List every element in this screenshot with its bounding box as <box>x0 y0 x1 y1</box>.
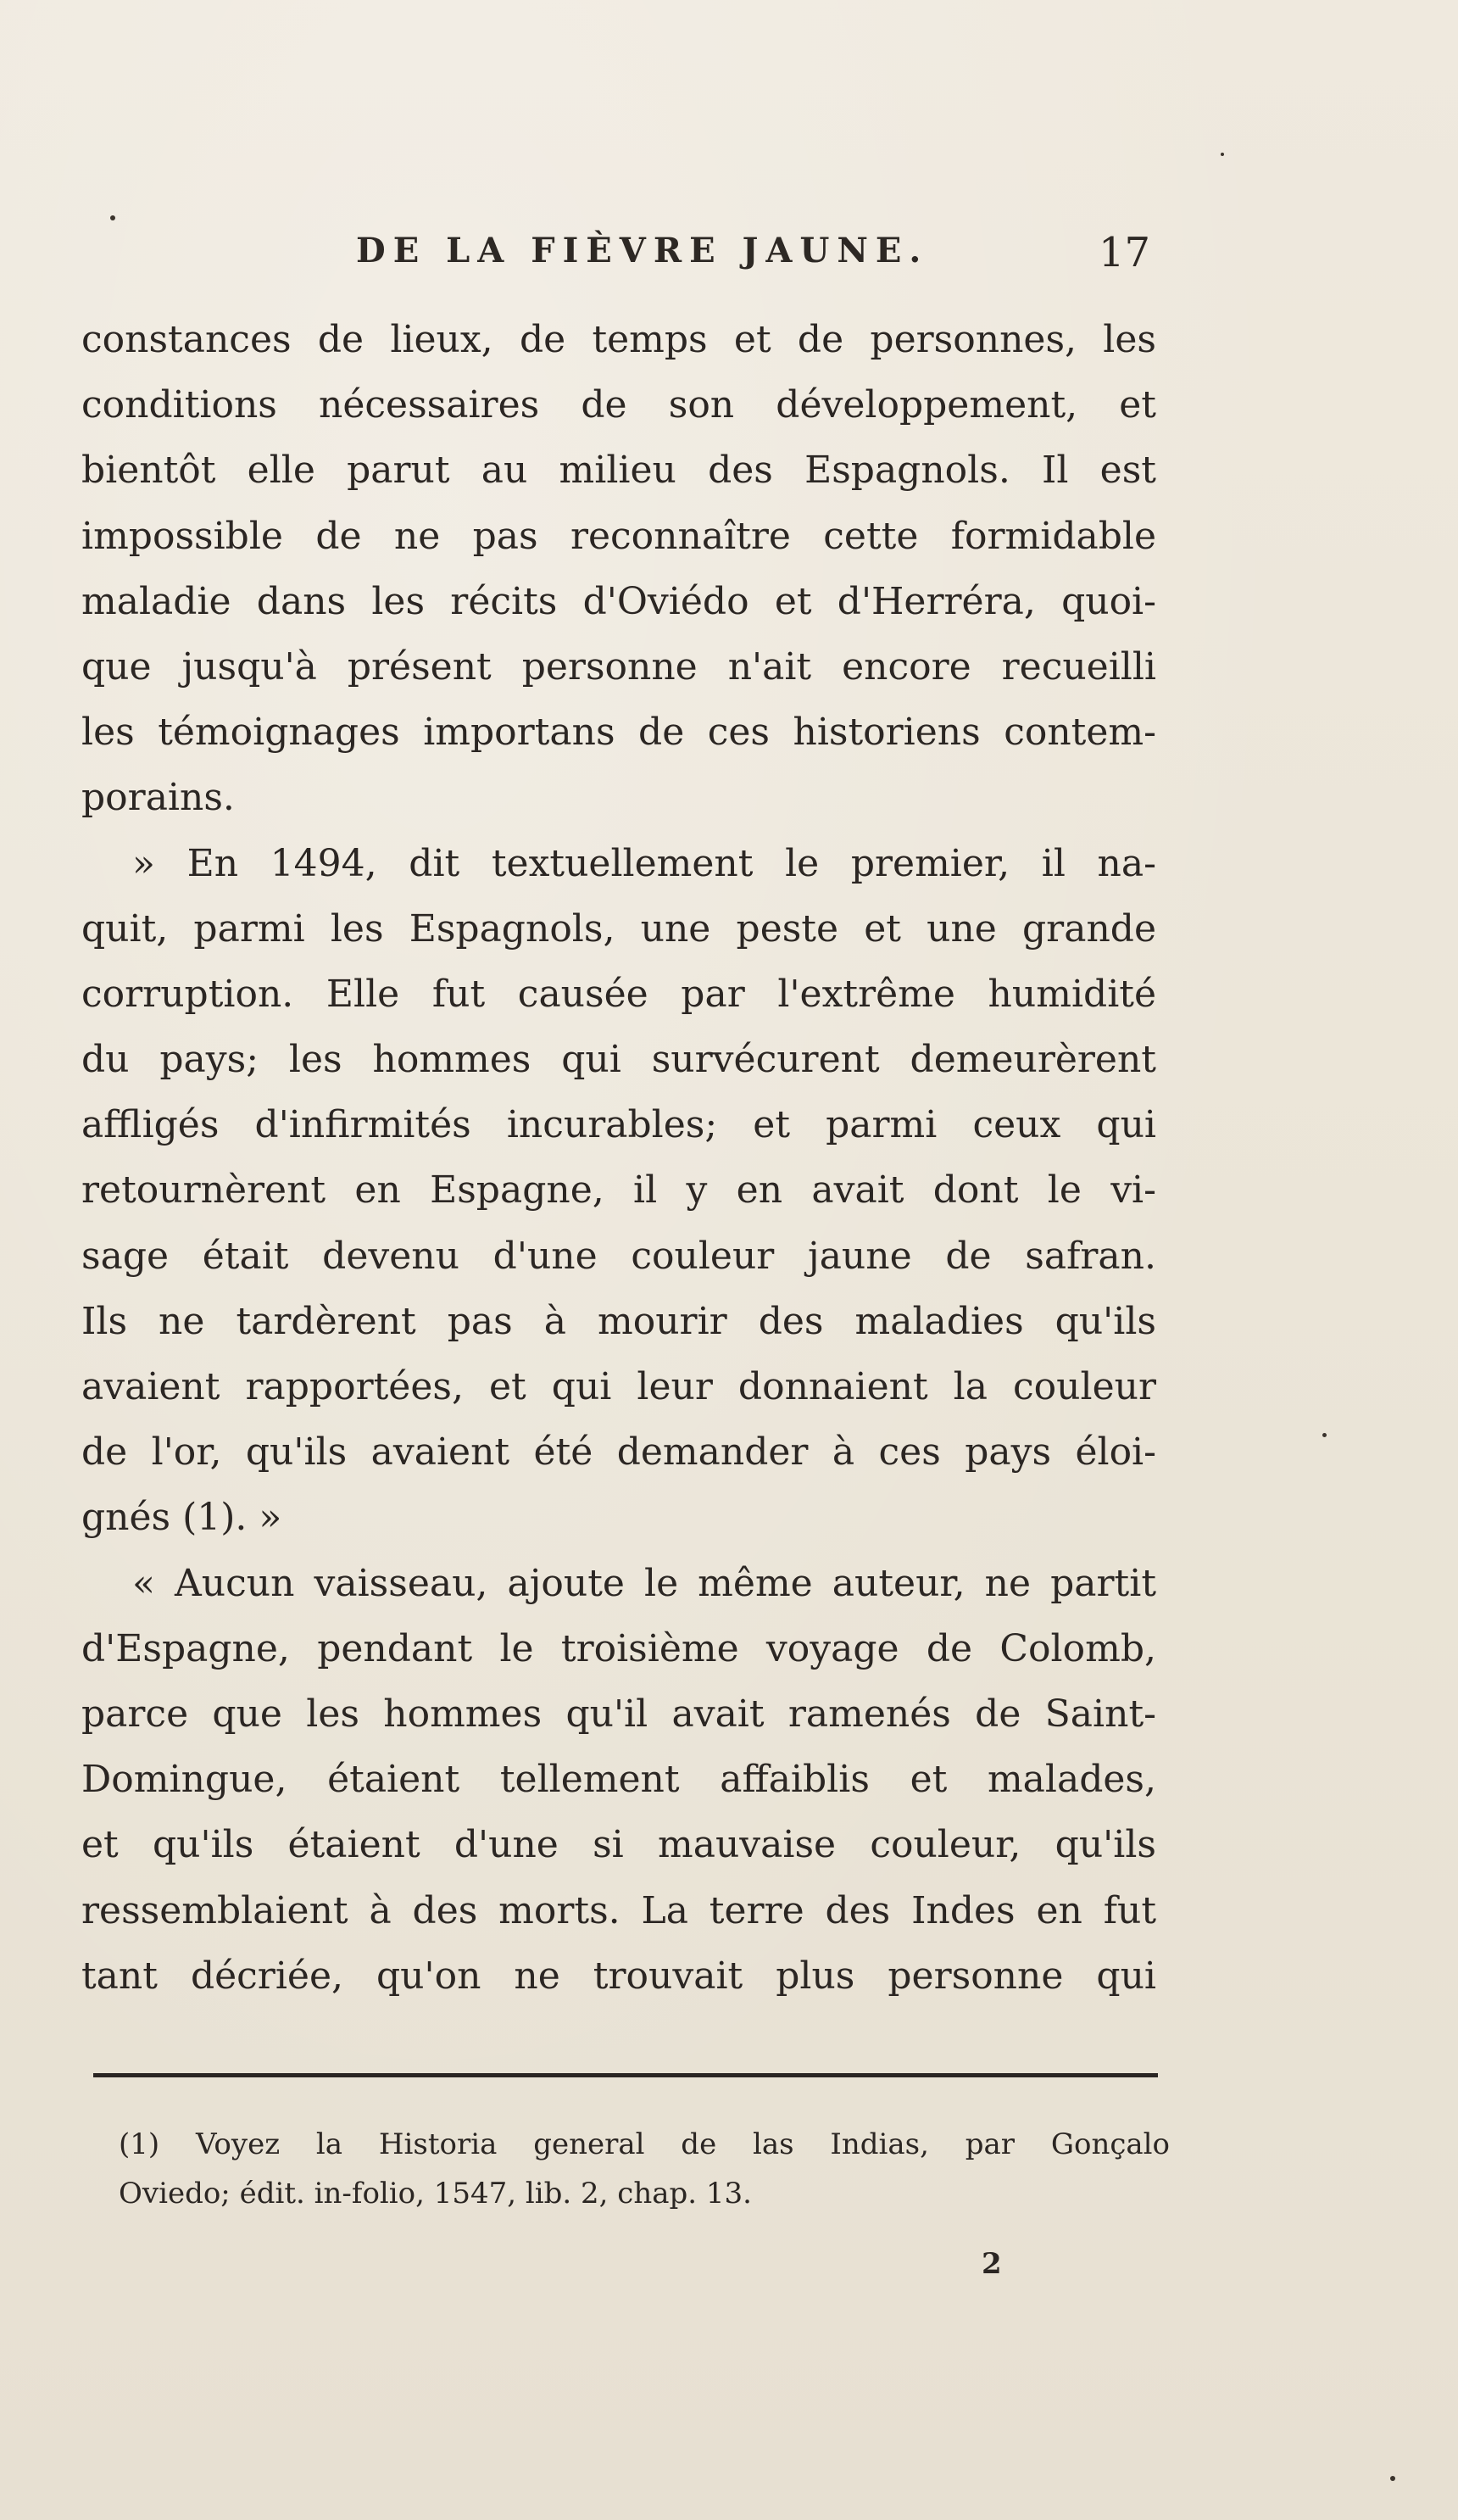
text-line: avaient rapportées, et qui leur donnaient la couleur <box>81 1365 1156 1408</box>
text-line: Domingue, étaient tellement affaiblis et malades, <box>81 1758 1156 1802</box>
text-line: sage était devenu d'une couleur jaune de safran. <box>81 1234 1156 1278</box>
text-line: conditions nécessaires de son développement, et <box>81 383 1156 427</box>
text-line: du pays; les hommes qui survécurent demeurèrent <box>81 1038 1156 1082</box>
footnote-rule <box>93 2073 1158 2077</box>
paper-speck <box>110 215 115 220</box>
text-line: Ils ne tardèrent pas à mourir des maladies qu'ils <box>81 1299 1156 1343</box>
text-line: parce que les hommes qu'il avait ramenés de Saint- <box>81 1692 1156 1736</box>
text-line: que jusqu'à présent personne n'ait encore recueilli <box>81 644 1156 689</box>
footnote-line: Oviedo; édit. in-folio, 1547, lib. 2, chap. 13. <box>119 2177 752 2211</box>
footnote-line: (1) Voyez la Historia general de las Indias, par Gonçalo <box>119 2127 1170 2161</box>
text-line: affligés d'infirmités incurables; et parmi ceux qui <box>81 1103 1156 1147</box>
page-number: 17 <box>1099 229 1151 276</box>
text-line: d'Espagne, pendant le troisième voyage de Colomb, <box>81 1626 1156 1670</box>
text-line: les témoignages importans de ces historiens contem- <box>81 711 1156 755</box>
footnote <box>119 2120 1170 2218</box>
text-line: ressemblaient à des morts. La terre des Indes en fut <box>81 1888 1156 1932</box>
text-line: « Aucun vaisseau, ajoute le même auteur, ne partit <box>132 1561 1156 1605</box>
text-line: retournèrent en Espagne, il y en avait dont le vi- <box>81 1168 1156 1213</box>
signature-mark: 2 <box>982 2247 1002 2281</box>
text-line: gnés (1). » <box>81 1496 282 1540</box>
text-line: et qu'ils étaient d'une si mauvaise couleur, qu'ils <box>81 1823 1156 1867</box>
text-line: quit, parmi les Espagnols, une peste et une grande <box>81 906 1156 951</box>
body-text <box>81 307 1156 2009</box>
paper-speck <box>1221 153 1224 156</box>
paper-speck <box>1390 2476 1395 2481</box>
text-line: de l'or, qu'ils avaient été demander à ces pays éloi- <box>81 1430 1156 1475</box>
text-line: tant décriée, qu'on ne trouvait plus personne qui <box>81 1954 1156 1998</box>
text-line: bientôt elle parut au milieu des Espagnols. Il est <box>81 449 1156 493</box>
running-head: DE LA FIÈVRE JAUNE. <box>356 231 929 270</box>
text-line: » En 1494, dit textuellement le premier, il na- <box>132 841 1156 885</box>
text-line: corruption. Elle fut causée par l'extrême humidité <box>81 972 1156 1016</box>
text-line: impossible de ne pas reconnaître cette formidable <box>81 514 1156 558</box>
text-line: constances de lieux, de temps et de personnes, les <box>81 318 1156 361</box>
paper-speck <box>1322 1433 1327 1437</box>
text-line: porains. <box>81 776 235 820</box>
text-line: maladie dans les récits d'Oviédo et d'Herréra, quoi- <box>81 579 1156 623</box>
